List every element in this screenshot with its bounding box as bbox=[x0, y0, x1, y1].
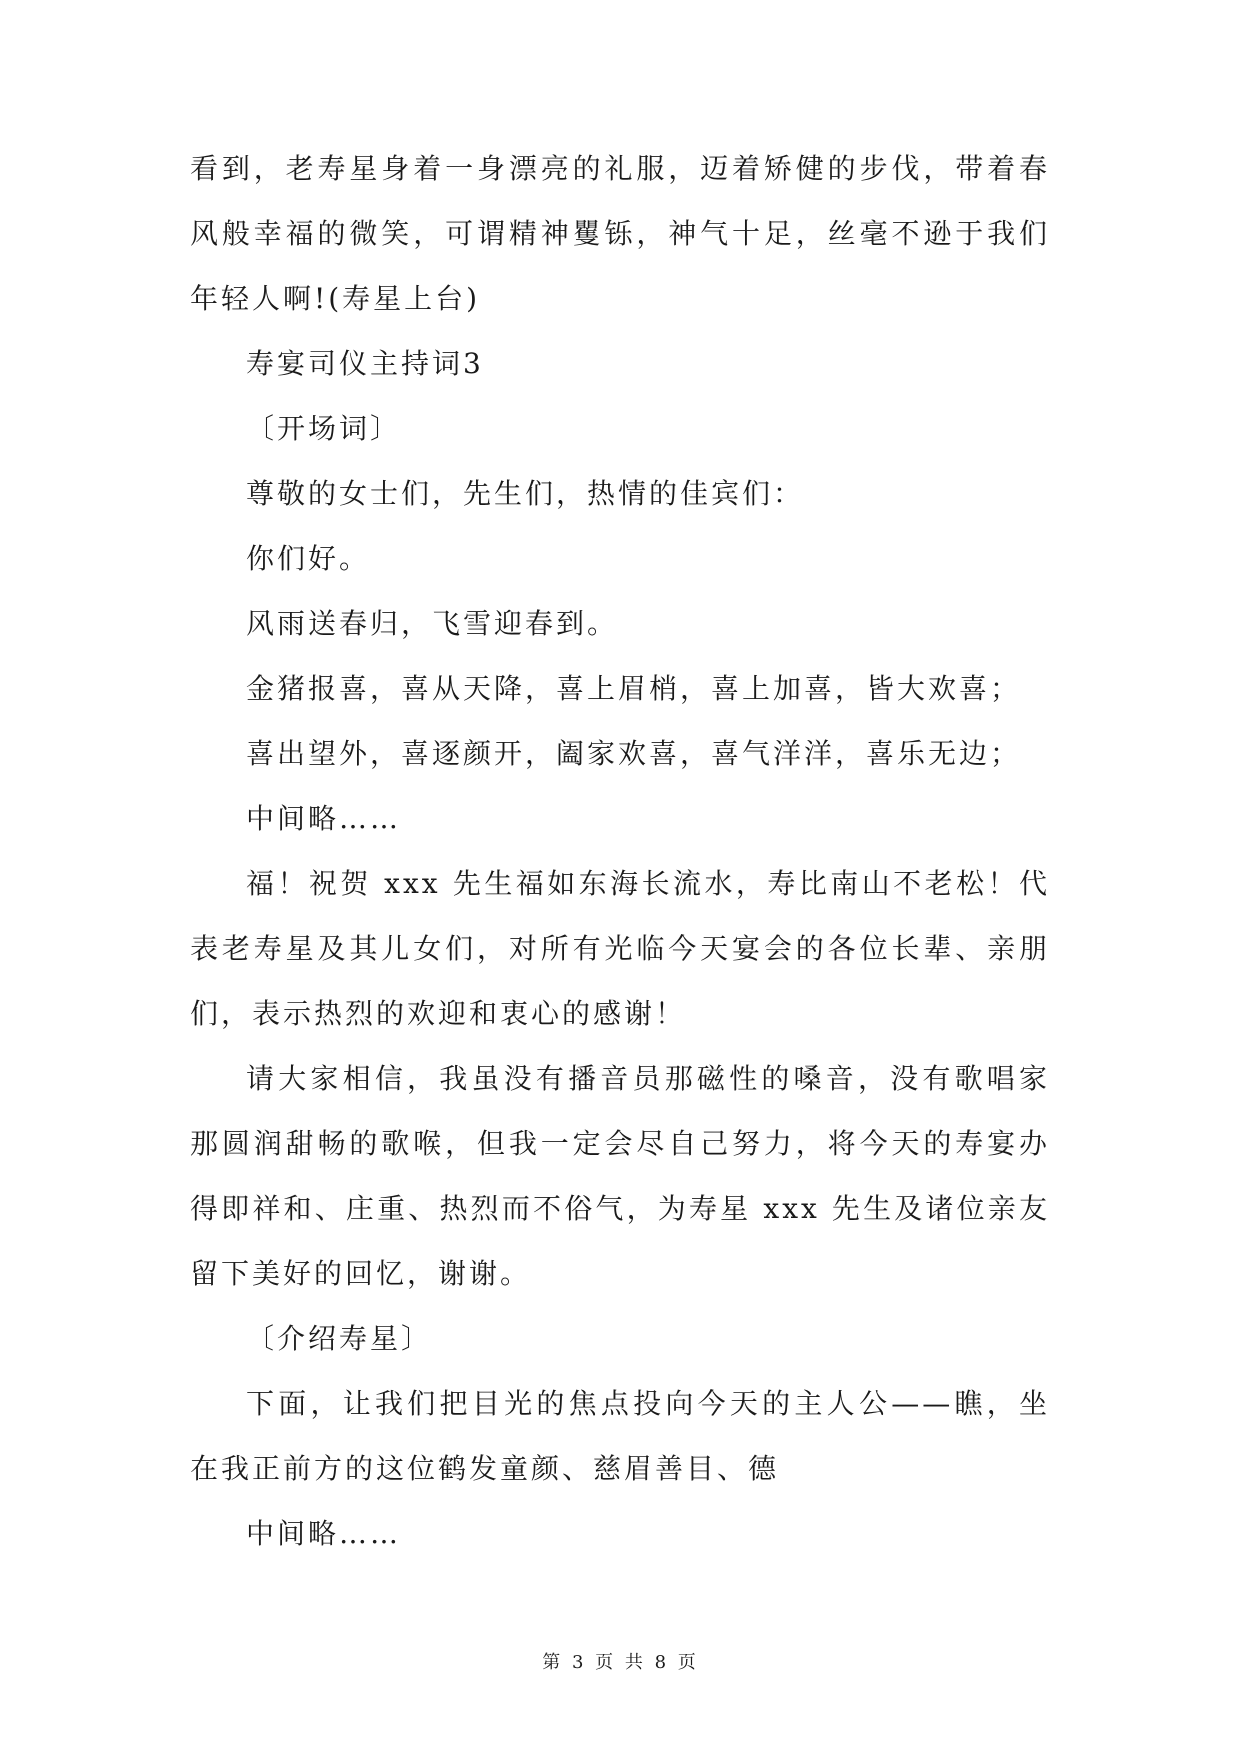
page-footer: 第 3 页 共 8 页 bbox=[542, 1652, 699, 1673]
paragraph-hello: 你们好。 bbox=[246, 542, 371, 575]
paragraph-introduce: 下面，让我们把目光的焦点投向今天的主人公——瞧，坐在我正前方的这位鹤发童颜、慈眉善目、德 bbox=[190, 1387, 1050, 1485]
subsection-label-opening: 〔开场词〕 bbox=[246, 412, 402, 445]
paragraph-omitted: 中间略…… bbox=[246, 802, 402, 835]
paragraph-blessing: 福！祝贺 xxx 先生福如东海长流水，寿比南山不老松！代表老寿星及其儿女们，对所有光临今天宴会的各位长辈、亲朋们，表示热烈的欢迎和衷心的感谢！ bbox=[190, 867, 1050, 1030]
document-body bbox=[190, 136, 1050, 1566]
paragraph-host-promise: 请大家相信，我虽没有播音员那磁性的嗓音，没有歌唱家那圆润甜畅的歌喉，但我一定会尽自己努力，将今天的寿宴办得即祥和、庄重、热烈而不俗气，为寿星 xxx 先生及诸位亲友留下美好的回忆，谢谢。 bbox=[190, 1062, 1050, 1290]
paragraph-golden-pig: 金猪报喜，喜从天降，喜上眉梢，喜上加喜，皆大欢喜； bbox=[246, 672, 1022, 705]
paragraph-spring: 风雨送春归，飞雪迎春到。 bbox=[246, 607, 619, 640]
paragraph-continuation: 看到，老寿星身着一身漂亮的礼服，迈着矫健的步伐，带着春风般幸福的微笑，可谓精神矍铄，神气十足，丝毫不逊于我们年轻人啊!(寿星上台) bbox=[190, 152, 1050, 315]
subsection-label-introduce: 〔介绍寿星〕 bbox=[246, 1322, 433, 1355]
paragraph-greeting: 尊敬的女士们，先生们，热情的佳宾们： bbox=[246, 477, 805, 510]
paragraph-omitted-2: 中间略…… bbox=[246, 1517, 402, 1550]
section-heading: 寿宴司仪主持词3 bbox=[246, 347, 484, 380]
paragraph-joy: 喜出望外，喜逐颜开，阖家欢喜，喜气洋洋，喜乐无边； bbox=[246, 737, 1022, 770]
